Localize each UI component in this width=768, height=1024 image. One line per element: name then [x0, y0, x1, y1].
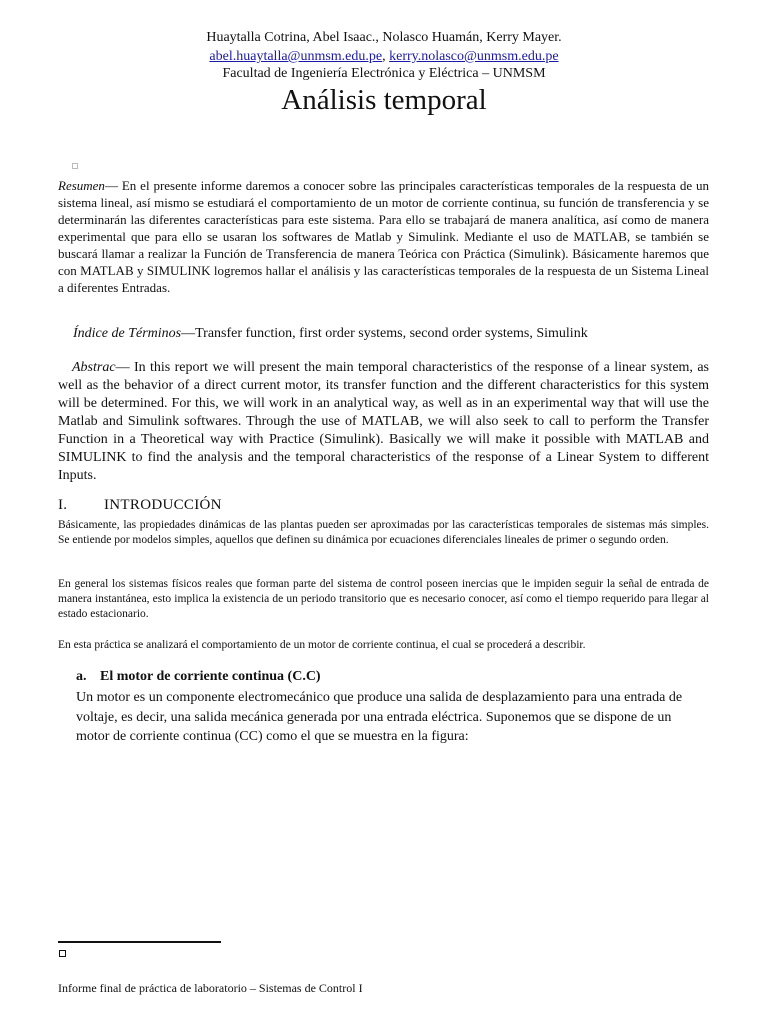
- abstract-text: In this report we will present the main temporal characteristics of the response of a linear system, as well as the behavior of a direct current motor, its transfer function and the different characteristics for this system will be determined. For this, we will work in an analytical way, as well as in an experimental way that will use the Matlab and Simulink softwares. Through the use of MATLAB, we will also seek to call to perform the Transfer Function in a Theoretical way with Practice (Simulink). Basically we will make it possible with MATLAB and SIMULINK to find the analysis and the temporal characteristics of the response of a Linear System to different Inputs.: [58, 360, 709, 483]
- abstract-paragraph: [58, 359, 709, 485]
- abstract-dash: —: [115, 360, 130, 375]
- footnote-divider: [58, 941, 221, 943]
- abstract-label: Abstrac: [72, 360, 116, 375]
- keywords-text: Transfer function, first order systems, second order systems, Simulink: [195, 326, 588, 341]
- keywords-line: [73, 325, 588, 343]
- emails-line: [0, 48, 768, 65]
- subsection-heading-motor: [76, 668, 321, 686]
- faculty-line: Facultad de Ingeniería Electrónica y Eléctrica – UNMSM: [222, 66, 546, 81]
- footnote-marker-icon: [59, 950, 66, 957]
- email-link-abel[interactable]: abel.huaytalla@unmsm.edu.pe: [209, 49, 383, 64]
- email-separator: ,: [382, 49, 390, 64]
- section-heading-introduccion: [58, 496, 222, 514]
- intro-paragraph-3: En esta práctica se analizará el comportamiento de un motor de corriente continua, el cual se procederá a describir.: [58, 639, 586, 651]
- section-number: I.: [58, 497, 68, 513]
- placeholder-box-icon: [72, 163, 78, 169]
- keywords-dash: —: [181, 326, 196, 341]
- intro-paragraph-1: Básicamente, las propiedades dinámicas de las plantas pueden ser aproximadas por las características temporales de sistemas más simples. Se entiende por modelos simples, aquellos que definen su dinámica por ecuaciones diferenciales lineales de primer o segundo orden.: [58, 519, 709, 546]
- intro-paragraph-2: En general los sistemas físicos reales que forman parte del sistema de control poseen inercias que le impiden seguir la señal de entrada de manera instantánea, esto implica la existencia de un periodo transitorio que es necesario conocer, así como el tiempo requerido para llegar al estado estacionario.: [58, 578, 709, 620]
- page-footer: Informe final de práctica de laboratorio – Sistemas de Control I: [58, 981, 363, 995]
- authors-line: Huaytalla Cotrina, Abel Isaac., Nolasco Huamán, Kerry Mayer.: [206, 30, 562, 45]
- resumen-dash: —: [104, 178, 118, 193]
- resumen-text: En el presente informe daremos a conocer sobre las principales características temporales de la respuesta de un sistema lineal, así mismo se estudiará el comportamiento de un motor de corriente continua, su función de transferencia y se determinarán las diferentes características para este sistema. Para ello se trabajará de manera analítica, así como de manera experimental que para ello se usaran los softwares de Matlab y Simulink. Mediante el uso de MATLAB, se también se buscará llamar a realizar la Función de Transferencia de manera Teórica con Práctica (Simulink). Básicamente haremos que con MATLAB y SIMULINK logremos hallar el análisis y las características temporales de la respuesta de un Sistema Lineal a diferentes Entradas.: [58, 178, 709, 295]
- section-title: INTRODUCCIÓN: [104, 497, 222, 513]
- email-link-kerry[interactable]: kerry.nolasco@unmsm.edu.pe: [389, 49, 559, 64]
- subsection-title: El motor de corriente continua (C.C): [100, 669, 321, 684]
- resumen-label: Resumen: [58, 178, 105, 193]
- motor-paragraph: Un motor es un componente electromecánico que produce una salida de desplazamiento para una entrada de voltaje, es decir, una salida mecánica generada por una entrada eléctrica. Suponemos que se dispone de un motor de corriente continua (CC) como el que se muestra en la figura:: [76, 690, 683, 744]
- page-title: Análisis temporal: [281, 84, 487, 116]
- resumen-paragraph: [58, 177, 709, 296]
- keywords-label: Índice de Términos: [73, 326, 182, 341]
- subsection-letter: a.: [76, 669, 87, 684]
